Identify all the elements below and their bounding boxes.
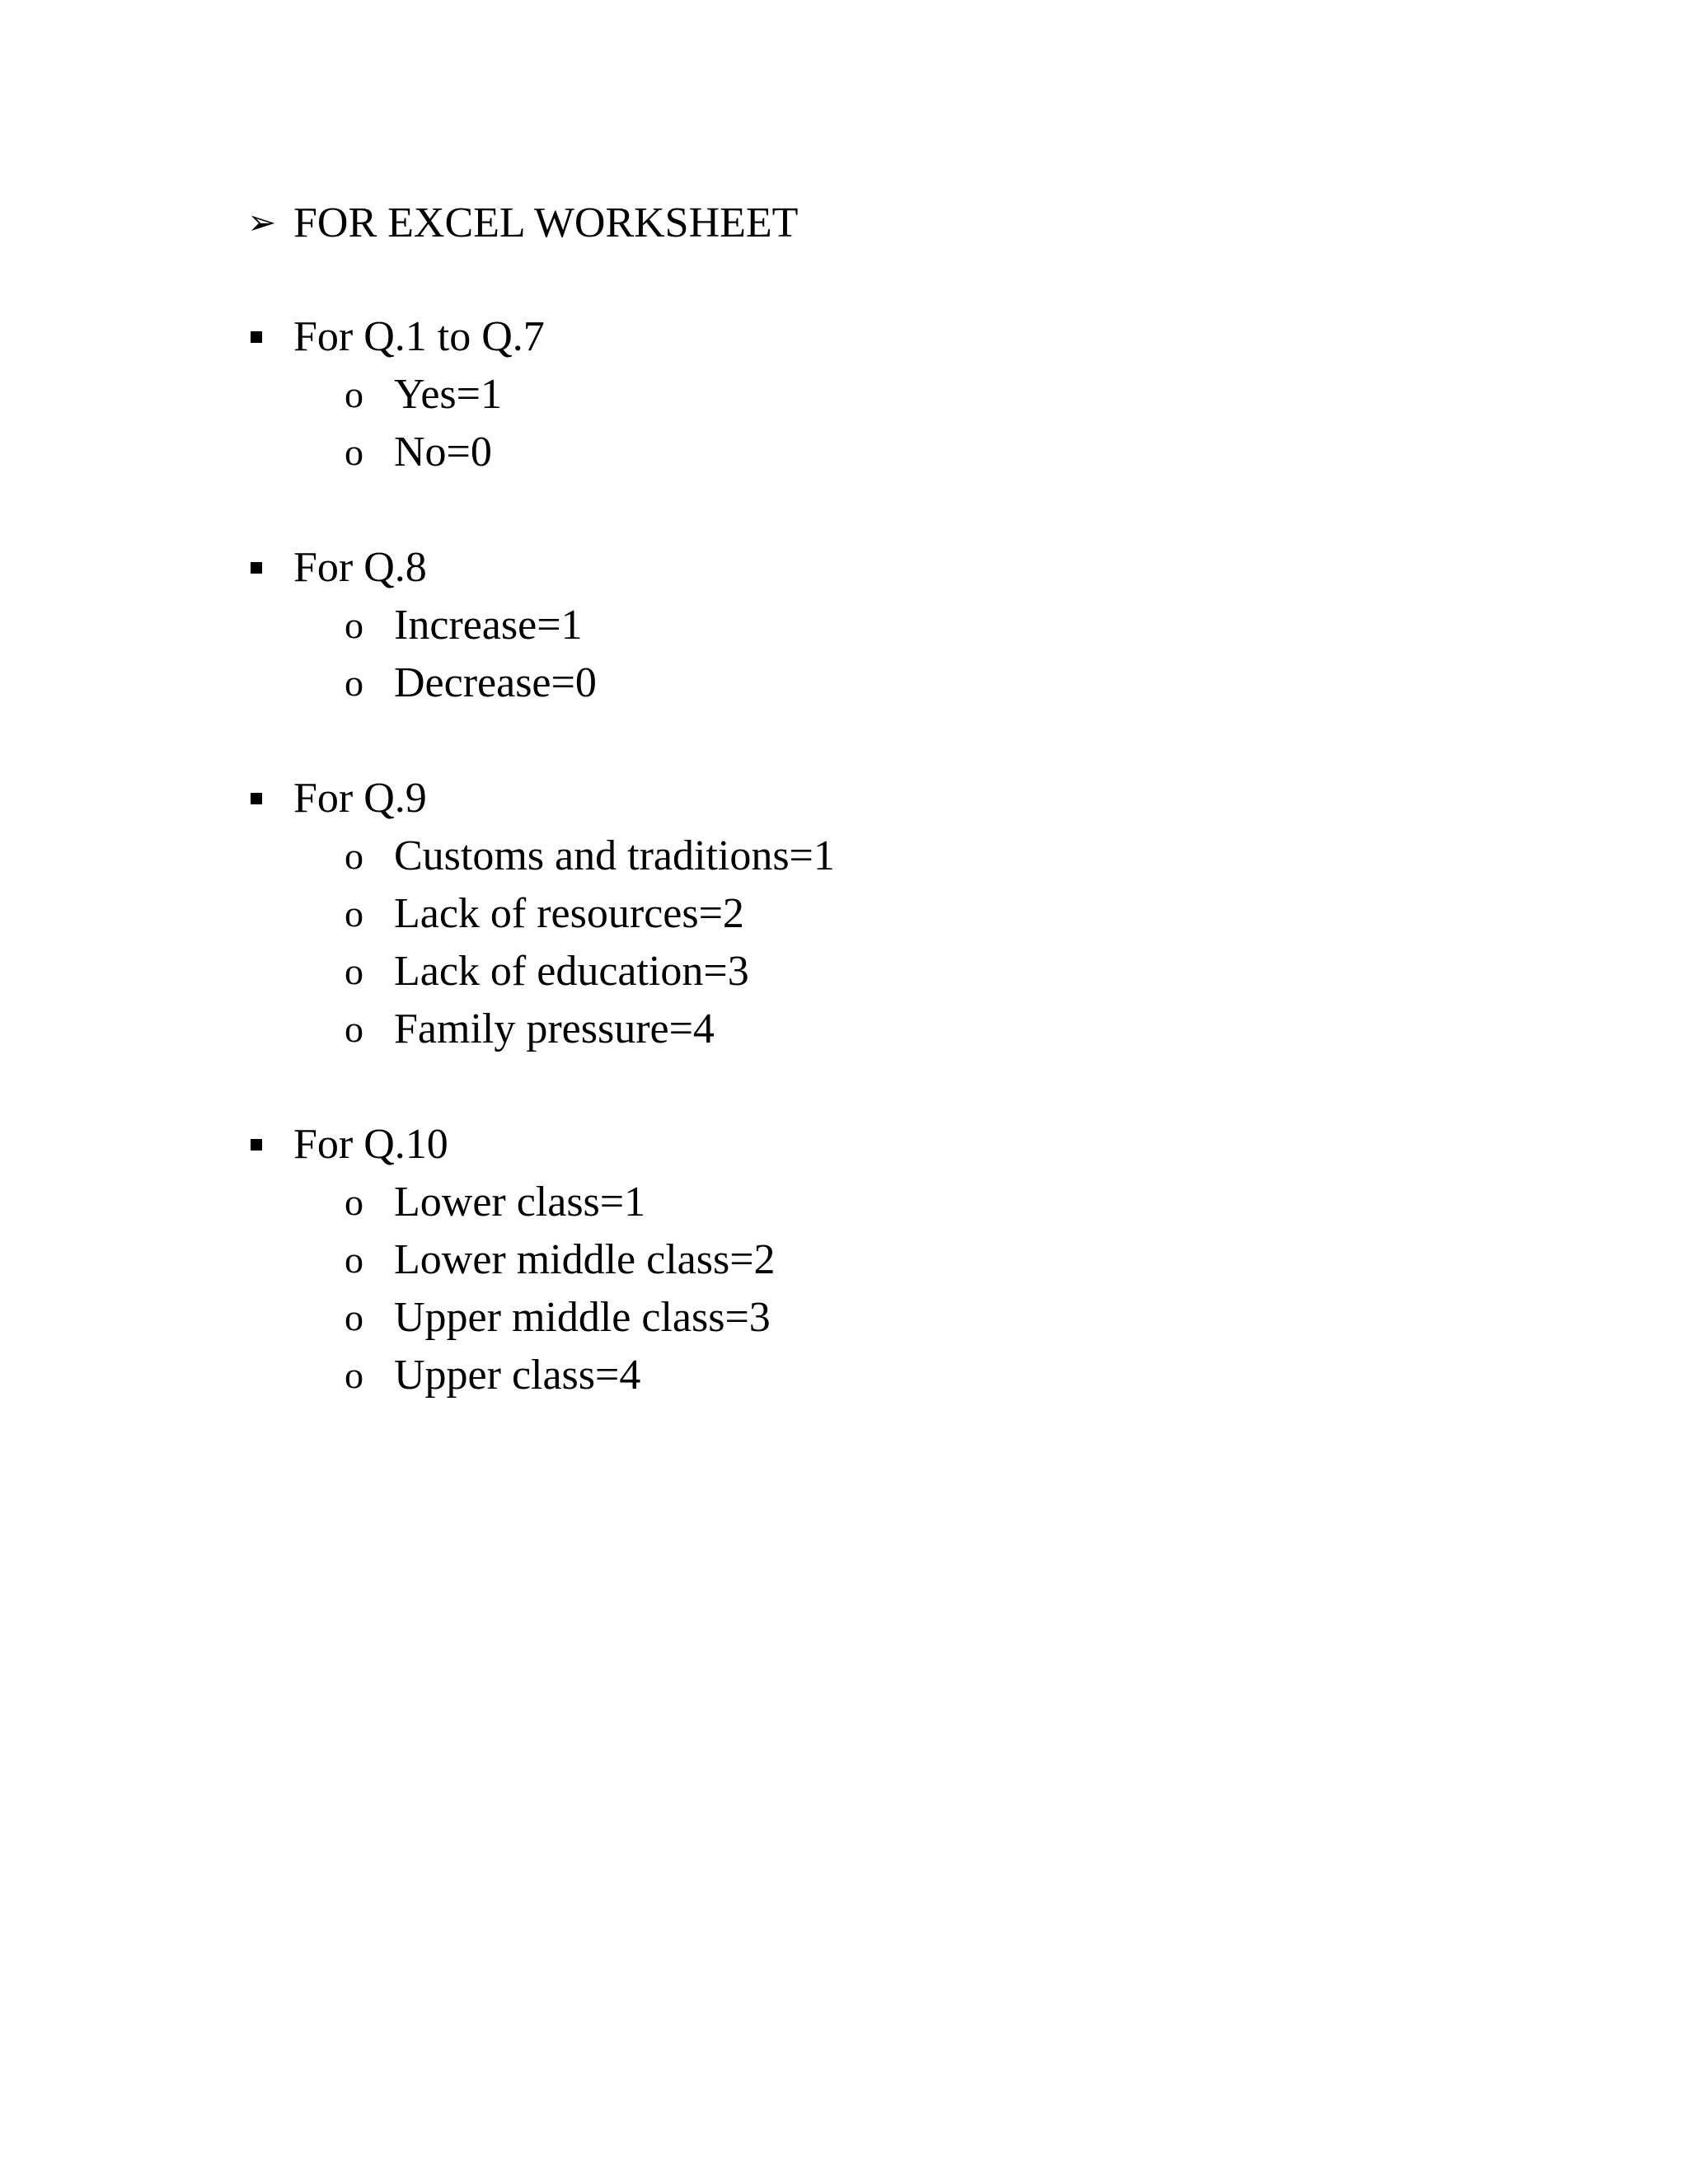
option-text: Lower middle class=2 <box>394 1236 776 1283</box>
square-bullet-icon <box>251 793 262 804</box>
list-item <box>345 885 835 943</box>
list-item <box>345 1289 776 1347</box>
list-item <box>345 943 835 1001</box>
section-q9 <box>247 770 835 1058</box>
list-item <box>345 1347 776 1404</box>
section-title-line <box>247 1116 776 1174</box>
circle-bullet-icon: o <box>345 431 363 473</box>
section-title-line <box>247 308 545 366</box>
option-text: Lack of education=3 <box>394 948 749 995</box>
option-text: Decrease=0 <box>394 659 597 706</box>
section-q10 <box>247 1116 776 1404</box>
list-item <box>345 597 597 654</box>
option-text: Upper middle class=3 <box>394 1294 771 1341</box>
list-item <box>345 1001 835 1058</box>
square-bullet-icon <box>251 562 262 574</box>
circle-bullet-icon: o <box>345 373 363 415</box>
option-text: Customs and traditions=1 <box>394 832 835 879</box>
option-text: Family pressure=4 <box>394 1005 715 1052</box>
option-text: Increase=1 <box>394 602 583 649</box>
section-q8 <box>247 539 597 712</box>
circle-bullet-icon: o <box>345 662 363 704</box>
section-q1-q7 <box>247 308 545 481</box>
list-item <box>345 1231 776 1289</box>
circle-bullet-icon: o <box>345 1296 363 1338</box>
circle-bullet-icon: o <box>345 950 363 992</box>
circle-bullet-icon: o <box>345 1008 363 1050</box>
worksheet-heading <box>247 194 798 252</box>
list-item <box>345 654 597 712</box>
section-title-line <box>247 770 835 827</box>
circle-bullet-icon: o <box>345 1181 363 1223</box>
square-bullet-icon <box>251 1139 262 1151</box>
option-text: Lower class=1 <box>394 1179 646 1226</box>
circle-bullet-icon: o <box>345 1354 363 1396</box>
section-title-line <box>247 539 597 597</box>
circle-bullet-icon: o <box>345 835 363 877</box>
option-text: Upper class=4 <box>394 1352 641 1399</box>
option-text: Lack of resources=2 <box>394 890 744 937</box>
list-item <box>345 424 545 481</box>
section-title: For Q.10 <box>293 1121 448 1168</box>
option-text: Yes=1 <box>394 371 502 418</box>
section-title: For Q.9 <box>293 775 427 822</box>
heading-text: FOR EXCEL WORKSHEET <box>293 199 799 246</box>
list-item <box>345 1174 776 1231</box>
list-item <box>345 827 835 885</box>
section-title: For Q.8 <box>293 544 427 591</box>
circle-bullet-icon: o <box>345 893 363 935</box>
arrowhead-bullet-icon: ➢ <box>247 204 277 242</box>
list-item <box>345 366 545 424</box>
option-text: No=0 <box>394 429 492 476</box>
circle-bullet-icon: o <box>345 604 363 646</box>
square-bullet-icon <box>251 331 262 343</box>
circle-bullet-icon: o <box>345 1239 363 1281</box>
section-title: For Q.1 to Q.7 <box>293 313 545 360</box>
